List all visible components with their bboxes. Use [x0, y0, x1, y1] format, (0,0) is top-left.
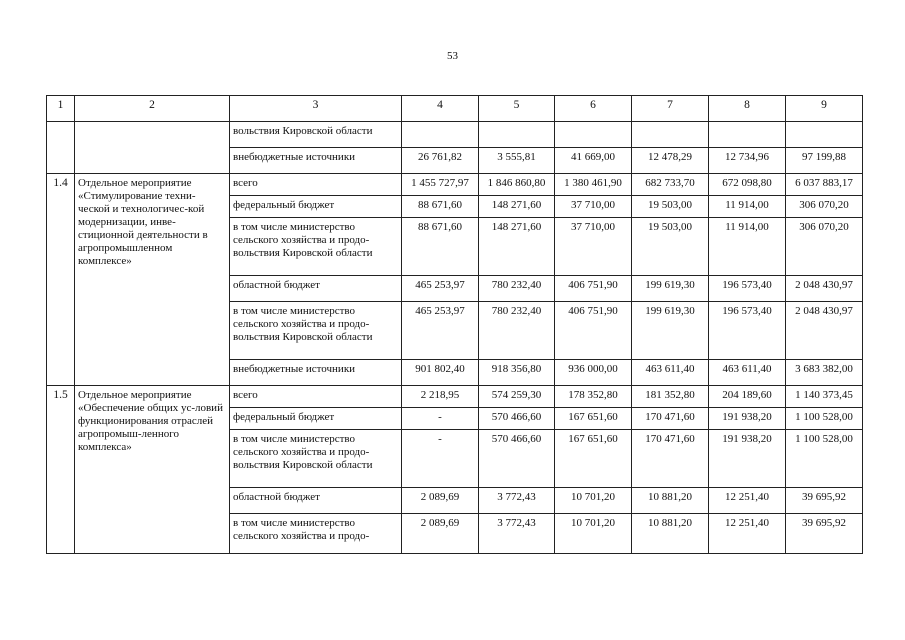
value-cell: 178 352,80	[555, 386, 632, 408]
value-cell: 11 914,00	[709, 218, 786, 276]
value-cell: 3 772,43	[479, 514, 555, 554]
value-cell: 3 772,43	[479, 488, 555, 514]
funding-source-cell: всего	[230, 174, 402, 196]
header-cell: 7	[632, 96, 709, 122]
value-cell: 167 651,60	[555, 408, 632, 430]
value-cell: 6 037 883,17	[786, 174, 863, 196]
value-cell: 97 199,88	[786, 148, 863, 174]
value-cell: 204 189,60	[709, 386, 786, 408]
value-cell	[402, 122, 479, 148]
value-cell: 406 751,90	[555, 276, 632, 302]
value-cell: 12 734,96	[709, 148, 786, 174]
funding-source-cell: внебюджетные источники	[230, 360, 402, 386]
value-cell: 12 251,40	[709, 488, 786, 514]
value-cell: 10 881,20	[632, 514, 709, 554]
funding-source-cell: областной бюджет	[230, 488, 402, 514]
value-cell: 574 259,30	[479, 386, 555, 408]
value-cell: 465 253,97	[402, 302, 479, 360]
value-cell: 19 503,00	[632, 218, 709, 276]
funding-source-cell: в том числе министерство сельского хозяйства и продо-вольствия Кировской области	[230, 218, 402, 276]
value-cell	[555, 122, 632, 148]
header-cell: 1	[47, 96, 75, 122]
funding-source-cell: в том числе министерство сельского хозяйства и продо-	[230, 514, 402, 554]
funding-source-cell: в том числе министерство сельского хозяйства и продо-вольствия Кировской области	[230, 430, 402, 488]
measure-name: Отдельное мероприятие «Обеспечение общих ус-ловий функционирования отраслей агропромыш-ленного комплекса»	[75, 386, 230, 554]
value-cell: 1 380 461,90	[555, 174, 632, 196]
value-cell: 682 733,70	[632, 174, 709, 196]
value-cell: 672 098,80	[709, 174, 786, 196]
value-cell: 88 671,60	[402, 218, 479, 276]
value-cell: 1 100 528,00	[786, 408, 863, 430]
budget-table	[46, 95, 863, 554]
value-cell: 11 914,00	[709, 196, 786, 218]
funding-source-cell: федеральный бюджет	[230, 196, 402, 218]
header-row	[47, 96, 863, 122]
value-cell: 196 573,40	[709, 302, 786, 360]
value-cell: 148 271,60	[479, 196, 555, 218]
value-cell: 10 881,20	[632, 488, 709, 514]
value-cell	[709, 122, 786, 148]
value-cell	[786, 122, 863, 148]
funding-source-cell: вольствия Кировской области	[230, 122, 402, 148]
measure-index: 1.5	[47, 386, 75, 554]
table-row	[47, 174, 863, 196]
value-cell: 463 611,40	[632, 360, 709, 386]
value-cell: 1 455 727,97	[402, 174, 479, 196]
value-cell: 463 611,40	[709, 360, 786, 386]
value-cell: 41 669,00	[555, 148, 632, 174]
value-cell: 10 701,20	[555, 514, 632, 554]
value-cell: 3 555,81	[479, 148, 555, 174]
value-cell: 780 232,40	[479, 302, 555, 360]
value-cell: 406 751,90	[555, 302, 632, 360]
value-cell: 199 619,30	[632, 276, 709, 302]
value-cell: 465 253,97	[402, 276, 479, 302]
value-cell: 196 573,40	[709, 276, 786, 302]
value-cell: 12 251,40	[709, 514, 786, 554]
value-cell	[479, 122, 555, 148]
value-cell: 37 710,00	[555, 218, 632, 276]
value-cell: 148 271,60	[479, 218, 555, 276]
funding-source-cell: областной бюджет	[230, 276, 402, 302]
value-cell: 10 701,20	[555, 488, 632, 514]
value-cell: 2 048 430,97	[786, 276, 863, 302]
value-cell: 39 695,92	[786, 514, 863, 554]
value-cell: 2 048 430,97	[786, 302, 863, 360]
header-cell: 5	[479, 96, 555, 122]
value-cell: 19 503,00	[632, 196, 709, 218]
value-cell: -	[402, 430, 479, 488]
value-cell: 88 671,60	[402, 196, 479, 218]
value-cell: 191 938,20	[709, 430, 786, 488]
measure-index: 1.4	[47, 174, 75, 386]
value-cell: 199 619,30	[632, 302, 709, 360]
header-cell: 6	[555, 96, 632, 122]
value-cell: 918 356,80	[479, 360, 555, 386]
measure-name-cell	[75, 122, 230, 174]
header-cell: 9	[786, 96, 863, 122]
value-cell: 570 466,60	[479, 408, 555, 430]
funding-source-cell: в том числе министерство сельского хозяйства и продо-вольствия Кировской области	[230, 302, 402, 360]
value-cell: 167 651,60	[555, 430, 632, 488]
value-cell: 2 089,69	[402, 488, 479, 514]
table-row	[47, 386, 863, 408]
header-cell: 8	[709, 96, 786, 122]
value-cell: 37 710,00	[555, 196, 632, 218]
value-cell: 306 070,20	[786, 218, 863, 276]
value-cell: 2 089,69	[402, 514, 479, 554]
value-cell: 1 846 860,80	[479, 174, 555, 196]
value-cell: 12 478,29	[632, 148, 709, 174]
value-cell: 1 100 528,00	[786, 430, 863, 488]
value-cell: 170 471,60	[632, 408, 709, 430]
value-cell: 170 471,60	[632, 430, 709, 488]
value-cell: 1 140 373,45	[786, 386, 863, 408]
value-cell: 570 466,60	[479, 430, 555, 488]
value-cell: 26 761,82	[402, 148, 479, 174]
table-row	[47, 122, 863, 148]
page-number: 53	[447, 50, 458, 62]
value-cell	[632, 122, 709, 148]
funding-source-cell: всего	[230, 386, 402, 408]
header-cell: 4	[402, 96, 479, 122]
value-cell: 191 938,20	[709, 408, 786, 430]
measure-name: Отдельное мероприятие «Стимулирование техни-ческой и технологичес-кой модернизации, инве-стиционной деятельности в агропромышленном комплексе»	[75, 174, 230, 386]
header-cell: 3	[230, 96, 402, 122]
funding-source-cell: федеральный бюджет	[230, 408, 402, 430]
value-cell: 2 218,95	[402, 386, 479, 408]
value-cell: 936 000,00	[555, 360, 632, 386]
value-cell: 181 352,80	[632, 386, 709, 408]
value-cell: 901 802,40	[402, 360, 479, 386]
value-cell: 306 070,20	[786, 196, 863, 218]
funding-source-cell: внебюджетные источники	[230, 148, 402, 174]
value-cell: 780 232,40	[479, 276, 555, 302]
value-cell: -	[402, 408, 479, 430]
header-cell: 2	[75, 96, 230, 122]
value-cell: 39 695,92	[786, 488, 863, 514]
value-cell: 3 683 382,00	[786, 360, 863, 386]
index-cell	[47, 122, 75, 174]
